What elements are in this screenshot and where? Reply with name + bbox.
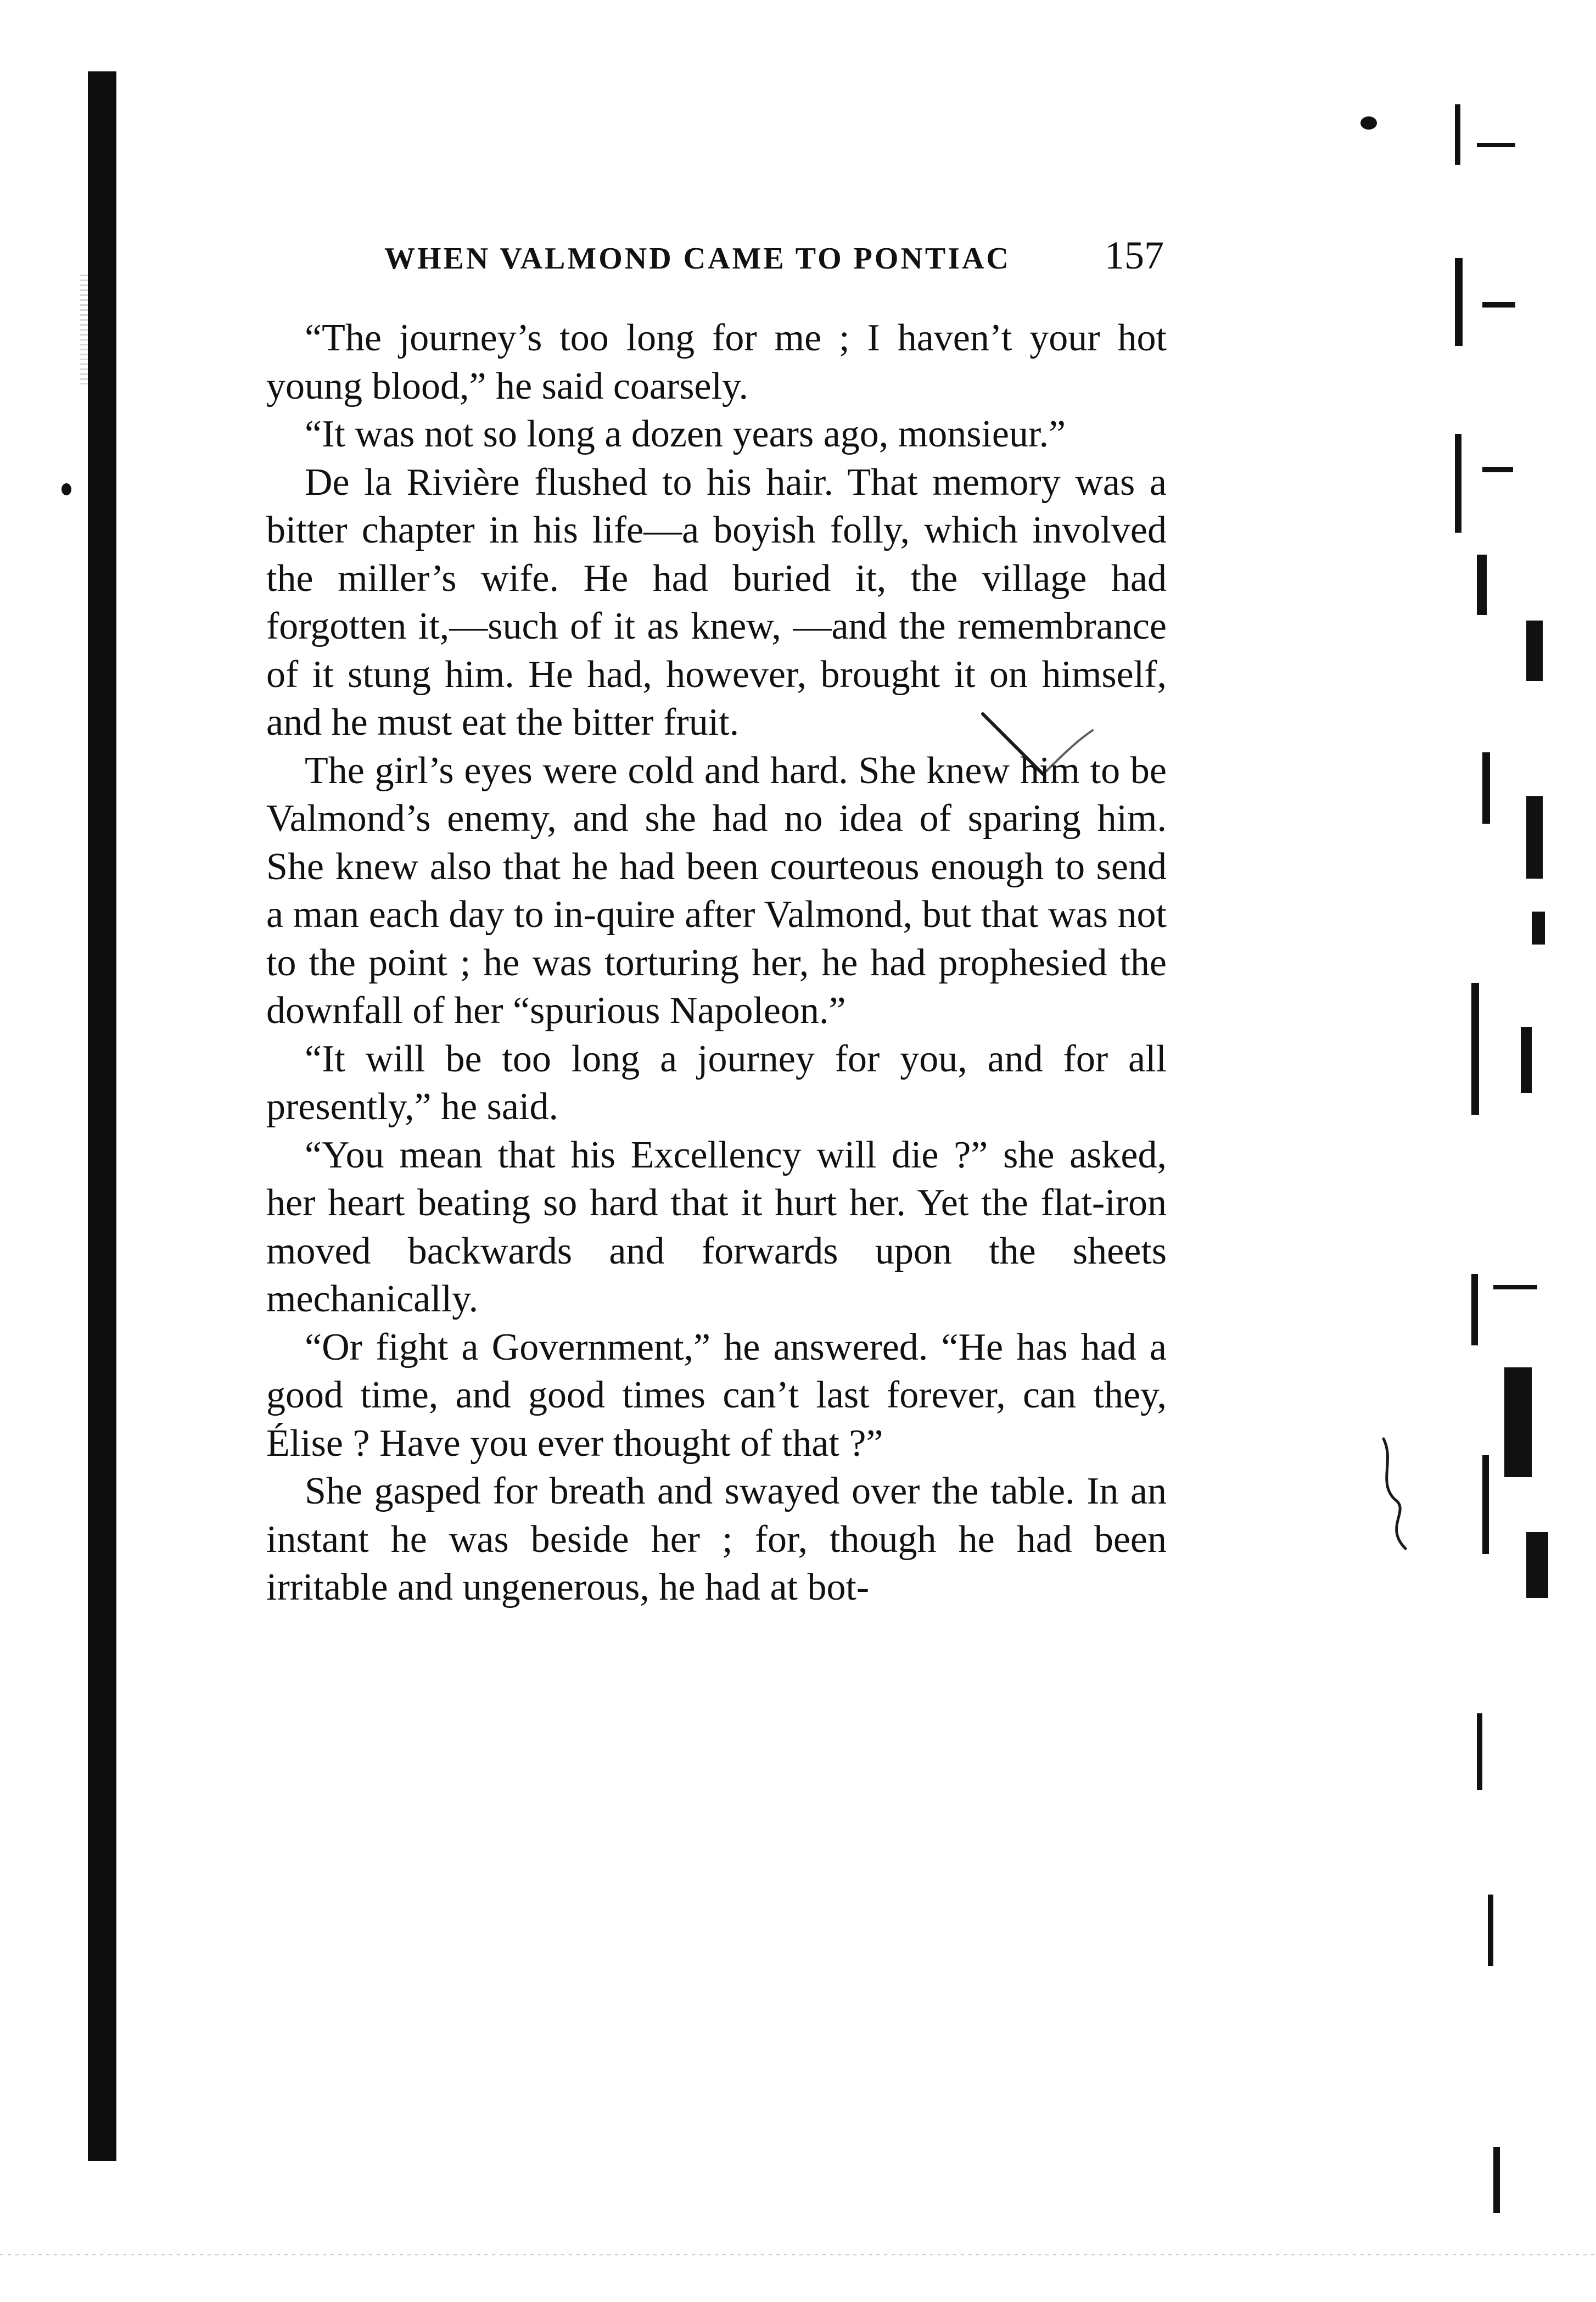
bleed-mark	[1521, 1027, 1532, 1093]
facing-page-bleed	[1438, 93, 1570, 2158]
bleed-mark	[1455, 258, 1463, 346]
bleed-mark	[1504, 1367, 1532, 1477]
scribble-annotation	[1373, 1433, 1438, 1560]
bleed-mark	[1488, 1895, 1493, 1966]
scan-speck	[1360, 116, 1377, 130]
body-text	[266, 314, 1167, 1612]
paragraph: She gasped for breath and swayed over the table. In an instant he was beside her ; for, though he had been irritable and ungenerous, he had at bot-	[266, 1470, 1167, 1608]
running-header	[384, 233, 1164, 277]
page-number: 157	[1105, 233, 1164, 277]
paragraph: “It will be too long a journey for you, and for all presently,” he said.	[266, 1037, 1167, 1128]
paragraph: “The journey’s too long for me ; I haven’t your hot young blood,” he said coarsely.	[266, 317, 1167, 407]
bleed-mark	[1493, 2147, 1500, 2213]
scan-speck	[61, 483, 71, 495]
paragraph: “You mean that his Excellency will die ?” she asked, her heart beating so hard that it hurt her. Yet the flat-iron moved backwards and forwards upon the sheets mechanically.	[266, 1133, 1167, 1320]
bleed-mark	[1471, 1274, 1478, 1345]
scan-edge	[0, 2254, 1596, 2255]
binding-shadow	[88, 71, 116, 2161]
bleed-mark	[1477, 555, 1487, 615]
paragraph: “Or fight a Government,” he answered. “He has had a good time, and good times can’t last forever, can they, Élise ? Have you ever thought of that ?”	[266, 1326, 1167, 1465]
bleed-mark	[1455, 434, 1461, 533]
bleed-mark	[1477, 1713, 1482, 1790]
bleed-mark	[1526, 1532, 1548, 1598]
binding-edge-texture	[80, 275, 88, 384]
bleed-mark	[1482, 1455, 1489, 1554]
paragraph: “It was not so long a dozen years ago, monsieur.”	[305, 413, 1066, 455]
running-title: WHEN VALMOND CAME TO PONTIAC	[384, 242, 1011, 276]
bleed-mark	[1477, 143, 1515, 147]
bleed-mark	[1526, 621, 1543, 681]
bleed-mark	[1482, 467, 1513, 472]
bleed-mark	[1493, 1285, 1537, 1289]
paragraph: De la Rivière flushed to his hair. That memory was a bitter chapter in his life—a boyish folly, which involved the miller’s wife. He had buried it, the village had forgotten it,—such of it as knew, —and the remembrance of it stung him. He had, however, brought it on himself, and he must eat the bitter fruit.	[266, 461, 1167, 744]
bleed-mark	[1532, 912, 1545, 945]
bleed-mark	[1455, 104, 1460, 165]
bleed-mark	[1482, 752, 1490, 824]
bleed-mark	[1526, 796, 1543, 879]
bleed-mark	[1482, 302, 1515, 308]
pencil-annotation	[977, 708, 1098, 791]
bleed-mark	[1471, 983, 1479, 1115]
paragraph: The girl’s eyes were cold and hard. She knew him to be Valmond’s enemy, and she had no idea of sparing him. She knew also that he had been courteous enough to send a man each day to in-quire after Valmond, but that was not to the point ; he was torturing her, he had prophesied the downfall of her “spurious Napoleon.”	[266, 749, 1167, 1032]
